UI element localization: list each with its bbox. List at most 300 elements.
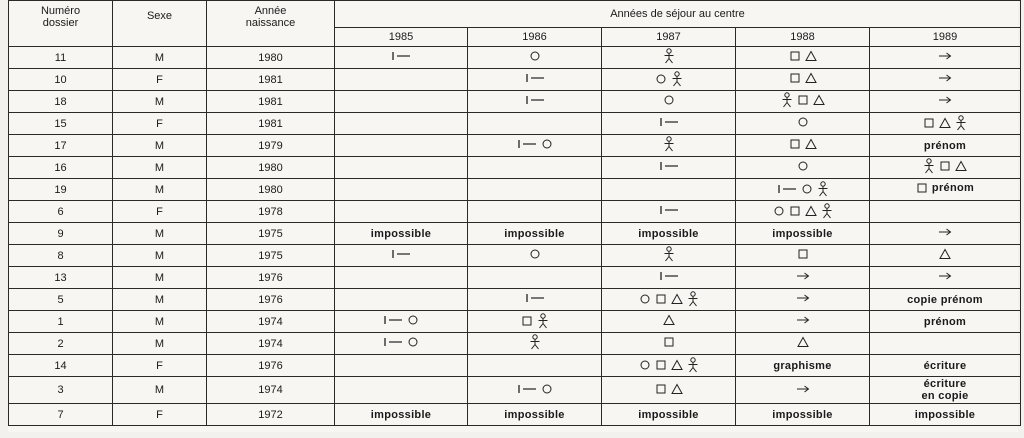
year-cell	[602, 91, 736, 113]
cell-content	[655, 71, 683, 87]
sexe-cell: M	[113, 333, 207, 355]
year-cell	[736, 245, 870, 267]
year-cell	[468, 113, 602, 135]
year-cell	[468, 245, 602, 267]
stick-figure-icon	[671, 71, 683, 87]
cell-content	[391, 248, 411, 260]
dossier-cell: 16	[9, 157, 113, 179]
year-cell	[335, 289, 468, 311]
naissance-cell: 1976	[207, 355, 335, 377]
naissance-cell: 1974	[207, 333, 335, 355]
cell-content	[383, 314, 419, 326]
square-icon	[797, 94, 809, 106]
cell-content	[938, 95, 952, 105]
dossier-cell: 5	[9, 289, 113, 311]
cell-content	[504, 228, 564, 240]
year-cell	[736, 311, 870, 333]
year-cell	[335, 179, 468, 201]
line-icon	[659, 270, 679, 282]
year-cell	[870, 179, 1021, 201]
year-cell	[736, 223, 870, 245]
cell-content	[924, 316, 966, 328]
stick-figure-icon	[817, 181, 829, 197]
naissance-cell: 1980	[207, 179, 335, 201]
cell-content	[525, 94, 545, 106]
cell-content	[663, 48, 675, 64]
year-cell	[870, 135, 1021, 157]
year-cell	[602, 333, 736, 355]
square-icon	[789, 72, 801, 84]
year-cell	[335, 47, 468, 69]
dossier-cell: 17	[9, 135, 113, 157]
year-cell	[870, 91, 1021, 113]
year-cell	[335, 113, 468, 135]
cell-content	[663, 136, 675, 152]
cell-content	[529, 50, 541, 62]
square-icon	[923, 117, 935, 129]
header-year: 1987	[602, 28, 736, 47]
year-cell	[335, 333, 468, 355]
naissance-cell: 1981	[207, 69, 335, 91]
dossier-cell: 9	[9, 223, 113, 245]
cell-content	[796, 315, 810, 325]
arrow-right-icon	[796, 293, 810, 303]
stick-figure-icon	[529, 334, 541, 350]
stick-figure-icon	[955, 115, 967, 131]
cell-content	[517, 383, 553, 395]
header-dossier: Numéro dossier	[9, 1, 113, 47]
circle-icon	[801, 183, 813, 195]
cell-content	[663, 314, 675, 326]
year-cell	[468, 377, 602, 404]
cell-content	[383, 336, 419, 348]
sexe-cell: M	[113, 267, 207, 289]
year-cell	[736, 201, 870, 223]
circle-icon	[541, 383, 553, 395]
year-cell	[870, 289, 1021, 311]
cell-content	[907, 294, 983, 306]
year-cell	[870, 47, 1021, 69]
cell-content	[659, 116, 679, 128]
dossier-cell: 6	[9, 201, 113, 223]
cell-content	[924, 140, 966, 152]
year-cell	[468, 355, 602, 377]
sexe-cell: F	[113, 404, 207, 426]
cell-content	[938, 271, 952, 281]
cell-content	[655, 383, 683, 395]
year-cell	[602, 201, 736, 223]
sexe-cell: M	[113, 223, 207, 245]
circle-icon	[541, 138, 553, 150]
cell-text: écriture en copie	[921, 378, 969, 402]
year-cell	[870, 157, 1021, 179]
naissance-cell: 1972	[207, 404, 335, 426]
arrow-right-icon	[796, 271, 810, 281]
circle-icon	[655, 73, 667, 85]
year-cell	[335, 404, 468, 426]
cell-text: graphisme	[773, 359, 832, 372]
year-cell	[335, 267, 468, 289]
circle-icon	[797, 116, 809, 128]
triangle-icon	[671, 293, 683, 305]
table-row	[9, 333, 1021, 355]
square-icon	[655, 293, 667, 305]
sexe-cell: M	[113, 377, 207, 404]
line-icon	[517, 138, 537, 150]
naissance-cell: 1975	[207, 245, 335, 267]
circle-icon	[773, 205, 785, 217]
arrow-right-icon	[938, 95, 952, 105]
arrow-right-icon	[938, 73, 952, 83]
year-cell	[602, 355, 736, 377]
triangle-icon	[805, 50, 817, 62]
year-cell	[335, 69, 468, 91]
sexe-cell: M	[113, 311, 207, 333]
cell-content	[391, 50, 411, 62]
cell-content	[638, 228, 698, 240]
year-cell	[736, 179, 870, 201]
sexe-cell: F	[113, 355, 207, 377]
year-cell	[736, 91, 870, 113]
cell-content	[639, 357, 699, 373]
cell-content	[789, 72, 817, 84]
year-cell	[870, 267, 1021, 289]
cell-content	[921, 378, 968, 402]
line-icon	[659, 160, 679, 172]
cell-text: écriture	[923, 359, 967, 372]
naissance-cell: 1980	[207, 157, 335, 179]
year-cell	[468, 311, 602, 333]
circle-icon	[407, 336, 419, 348]
cell-content	[796, 271, 810, 281]
stick-figure-icon	[663, 48, 675, 64]
cell-content	[659, 204, 679, 216]
naissance-cell: 1974	[207, 311, 335, 333]
cell-text: impossible	[504, 408, 565, 421]
year-cell	[468, 91, 602, 113]
sexe-cell: F	[113, 69, 207, 91]
stick-figure-icon	[923, 158, 935, 174]
year-cell	[736, 47, 870, 69]
naissance-cell: 1979	[207, 135, 335, 157]
dossier-cell: 11	[9, 47, 113, 69]
cell-content	[797, 116, 809, 128]
table-row	[9, 179, 1021, 201]
table-row	[9, 245, 1021, 267]
cell-content	[529, 248, 541, 260]
table-row	[9, 47, 1021, 69]
triangle-icon	[939, 117, 951, 129]
year-cell	[335, 91, 468, 113]
dossier-cell: 14	[9, 355, 113, 377]
year-cell	[335, 355, 468, 377]
dossier-cell: 18	[9, 91, 113, 113]
dossier-cell: 15	[9, 113, 113, 135]
table-row	[9, 289, 1021, 311]
year-cell	[602, 404, 736, 426]
dossier-cell: 3	[9, 377, 113, 404]
year-cell	[468, 333, 602, 355]
document-page	[8, 0, 1018, 432]
year-cell	[468, 157, 602, 179]
triangle-icon	[805, 205, 817, 217]
year-cell	[602, 135, 736, 157]
year-cell	[468, 223, 602, 245]
cell-content	[938, 227, 952, 237]
sexe-cell: M	[113, 179, 207, 201]
cell-text: copie prénom	[907, 293, 983, 306]
year-cell	[602, 157, 736, 179]
cell-content	[924, 360, 967, 372]
year-cell	[335, 245, 468, 267]
sexe-cell: M	[113, 91, 207, 113]
square-icon	[939, 160, 951, 172]
cell-content	[923, 158, 967, 174]
cell-content	[773, 360, 831, 372]
cell-content	[639, 291, 699, 307]
cell-content	[797, 160, 809, 172]
year-cell	[602, 69, 736, 91]
line-icon	[517, 383, 537, 395]
stick-figure-icon	[687, 291, 699, 307]
year-cell	[468, 69, 602, 91]
cell-content	[772, 409, 832, 421]
table-row	[9, 223, 1021, 245]
dossier-cell: 1	[9, 311, 113, 333]
year-cell	[335, 223, 468, 245]
sexe-cell: F	[113, 201, 207, 223]
line-icon	[383, 314, 403, 326]
cell-content	[663, 336, 675, 348]
triangle-icon	[939, 248, 951, 260]
naissance-cell: 1978	[207, 201, 335, 223]
square-icon	[789, 50, 801, 62]
year-cell	[870, 311, 1021, 333]
year-cell	[602, 47, 736, 69]
year-cell	[736, 404, 870, 426]
year-cell	[335, 135, 468, 157]
cell-content	[663, 246, 675, 262]
cell-text: impossible	[504, 227, 565, 240]
year-cell	[736, 377, 870, 404]
cell-content	[938, 73, 952, 83]
table-row	[9, 355, 1021, 377]
line-icon	[659, 204, 679, 216]
cell-content	[773, 203, 833, 219]
year-cell	[736, 333, 870, 355]
triangle-icon	[955, 160, 967, 172]
cell-content	[772, 228, 832, 240]
arrow-right-icon	[938, 271, 952, 281]
stick-figure-icon	[537, 313, 549, 329]
header-sexe: Sexe	[113, 1, 207, 47]
cell-content	[525, 72, 545, 84]
year-cell	[468, 201, 602, 223]
cell-text: impossible	[638, 227, 699, 240]
cell-text: prénom	[923, 315, 967, 328]
triangle-icon	[805, 72, 817, 84]
line-icon	[525, 292, 545, 304]
year-cell	[468, 289, 602, 311]
year-cell	[736, 267, 870, 289]
circle-icon	[639, 359, 651, 371]
square-icon	[916, 182, 928, 194]
year-cell	[602, 289, 736, 311]
year-cell	[335, 201, 468, 223]
year-cell	[870, 355, 1021, 377]
circle-icon	[639, 293, 651, 305]
cell-content	[938, 51, 952, 61]
cell-content	[923, 115, 967, 131]
cell-content	[504, 409, 564, 421]
cell-content	[371, 409, 431, 421]
year-cell	[602, 377, 736, 404]
year-cell	[468, 267, 602, 289]
circle-icon	[529, 248, 541, 260]
sexe-cell: M	[113, 245, 207, 267]
square-icon	[655, 383, 667, 395]
table-row	[9, 311, 1021, 333]
header-row	[9, 1, 1021, 28]
square-icon	[789, 205, 801, 217]
cell-content	[781, 92, 825, 108]
year-cell	[736, 135, 870, 157]
sexe-cell: M	[113, 47, 207, 69]
table-row	[9, 201, 1021, 223]
line-icon	[525, 72, 545, 84]
cell-text: impossible	[638, 408, 699, 421]
naissance-cell: 1981	[207, 91, 335, 113]
naissance-cell: 1975	[207, 223, 335, 245]
square-icon	[655, 359, 667, 371]
cell-content	[638, 409, 698, 421]
table-row	[9, 267, 1021, 289]
dossier-cell: 10	[9, 69, 113, 91]
year-cell	[335, 377, 468, 404]
year-cell	[602, 245, 736, 267]
stick-figure-icon	[821, 203, 833, 219]
year-cell	[870, 333, 1021, 355]
naissance-cell: 1980	[207, 47, 335, 69]
cell-content	[659, 270, 679, 282]
year-cell	[335, 311, 468, 333]
cell-text: impossible	[914, 408, 976, 421]
year-cell	[736, 113, 870, 135]
square-icon	[663, 336, 675, 348]
year-cell	[602, 113, 736, 135]
cell-content	[371, 228, 431, 240]
dossier-cell: 2	[9, 333, 113, 355]
square-icon	[797, 248, 809, 260]
dossier-cell: 13	[9, 267, 113, 289]
dossier-cell: 7	[9, 404, 113, 426]
year-cell	[736, 69, 870, 91]
year-cell	[468, 47, 602, 69]
cell-text: prénom	[923, 139, 967, 152]
table-row	[9, 91, 1021, 113]
year-cell	[870, 113, 1021, 135]
header-year: 1985	[335, 28, 468, 47]
cell-content	[659, 160, 679, 172]
sexe-cell: M	[113, 135, 207, 157]
arrow-right-icon	[938, 227, 952, 237]
triangle-icon	[797, 336, 809, 348]
naissance-cell: 1976	[207, 267, 335, 289]
cell-content	[789, 50, 817, 62]
stick-figure-icon	[781, 92, 793, 108]
year-cell	[736, 157, 870, 179]
sexe-cell: F	[113, 113, 207, 135]
stick-figure-icon	[663, 246, 675, 262]
sejour-table	[8, 0, 1021, 426]
year-cell	[335, 157, 468, 179]
cell-content	[663, 94, 675, 106]
year-cell	[468, 179, 602, 201]
circle-icon	[663, 94, 675, 106]
cell-content	[529, 334, 541, 350]
year-cell	[468, 135, 602, 157]
line-icon	[383, 336, 403, 348]
arrow-right-icon	[796, 384, 810, 394]
cell-text: impossible	[370, 227, 432, 240]
header-year: 1989	[870, 28, 1021, 47]
year-cell	[602, 223, 736, 245]
cell-content	[525, 292, 545, 304]
cell-content	[797, 248, 809, 260]
table-row	[9, 157, 1021, 179]
year-cell	[736, 289, 870, 311]
line-icon	[391, 50, 411, 62]
sexe-cell: M	[113, 157, 207, 179]
square-icon	[789, 138, 801, 150]
year-cell	[870, 201, 1021, 223]
header-year: 1986	[468, 28, 602, 47]
circle-icon	[797, 160, 809, 172]
cell-content	[517, 138, 553, 150]
cell-text: impossible	[772, 227, 833, 240]
naissance-cell: 1981	[207, 113, 335, 135]
stick-figure-icon	[687, 357, 699, 373]
year-cell	[870, 377, 1021, 404]
naissance-cell: 1976	[207, 289, 335, 311]
year-cell	[870, 69, 1021, 91]
year-cell	[870, 223, 1021, 245]
triangle-icon	[671, 359, 683, 371]
header-year: 1988	[736, 28, 870, 47]
year-cell	[602, 267, 736, 289]
year-cell	[468, 404, 602, 426]
cell-content	[916, 182, 974, 194]
table-row	[9, 113, 1021, 135]
header-naissance: Année naissance	[207, 1, 335, 47]
naissance-cell: 1974	[207, 377, 335, 404]
year-cell	[602, 311, 736, 333]
triangle-icon	[805, 138, 817, 150]
dossier-cell: 19	[9, 179, 113, 201]
triangle-icon	[813, 94, 825, 106]
table-body	[9, 47, 1021, 426]
square-icon	[521, 315, 533, 327]
cell-content	[789, 138, 817, 150]
triangle-icon	[663, 314, 675, 326]
stick-figure-icon	[663, 136, 675, 152]
cell-content	[796, 293, 810, 303]
table-row	[9, 404, 1021, 426]
table-row	[9, 69, 1021, 91]
cell-text: impossible	[772, 408, 833, 421]
year-cell	[870, 245, 1021, 267]
cell-content	[777, 181, 829, 197]
